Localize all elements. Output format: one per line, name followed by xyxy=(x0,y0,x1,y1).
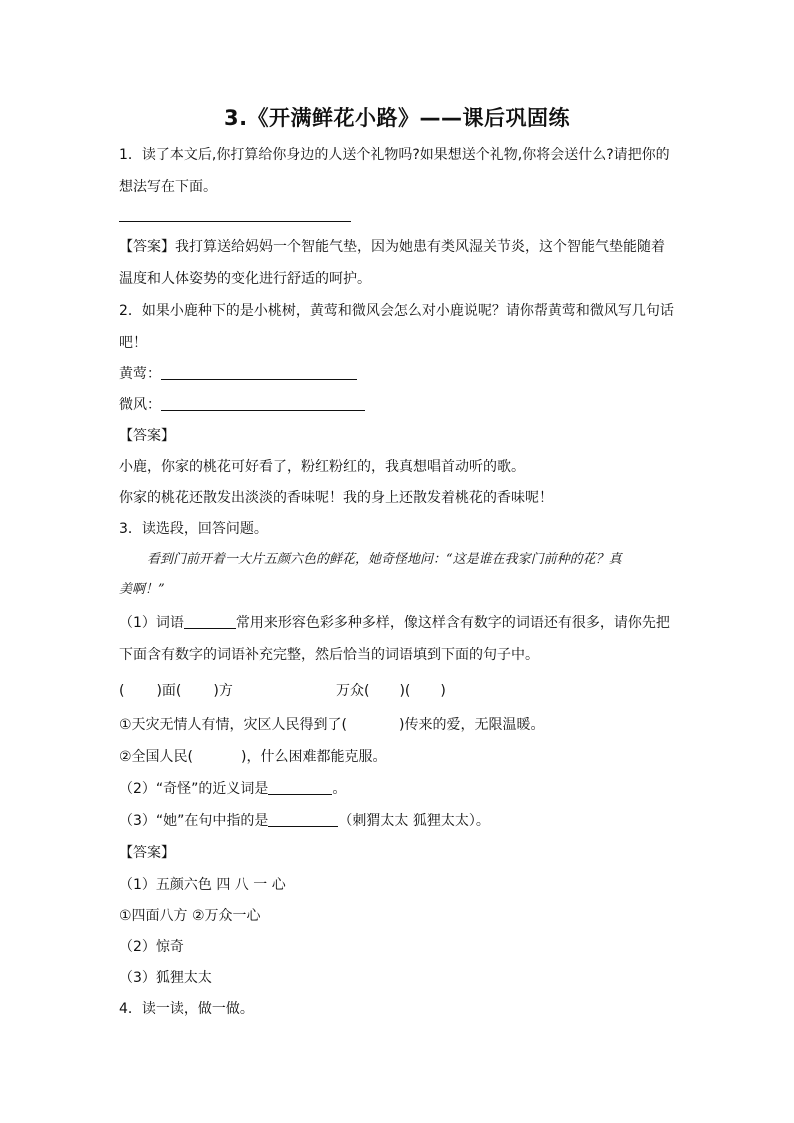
q3-sub1-text: 常用来形容色彩多种多样，像这样含有数字的词语还有很多，请你先把 xyxy=(235,615,670,631)
q3-passage-line1: 看到门前开着一大片五颜六色的鲜花，她奇怪地问：“这是谁在我家门前种的花？真 xyxy=(147,552,622,567)
q2-huangying-blank[interactable] xyxy=(161,365,357,380)
q3-answer-2: （2）惊奇 xyxy=(119,939,184,955)
q3-answer-1b: ①四面八方 ②万众一心 xyxy=(119,908,261,924)
q1-line1: 1．读了本文后,你打算给你身边的人送个礼物吗?如果想送个礼物,你将会送什么?请把你的 xyxy=(119,147,670,163)
q3-sentence1-b: )传来的爱，无限温暖。 xyxy=(399,717,545,733)
q2-answer-line1: 小鹿，你家的桃花可好看了，粉红粉红的，我真想唱首动听的歌。 xyxy=(119,459,525,475)
q1-line2: 想法写在下面。 xyxy=(119,179,217,195)
q3-sentence2-b: )，什么困难都能克服。 xyxy=(241,749,387,765)
q2-huangying-label: 黄莺： xyxy=(119,366,161,382)
q3-sentence2 xyxy=(119,748,386,766)
q2-answer-line2: 你家的桃花还散发出淡淡的香味呢！我的身上还散发着桃花的香味呢！ xyxy=(119,490,553,506)
q3-sentence1 xyxy=(119,716,544,734)
q2-weifeng-blank[interactable] xyxy=(161,396,365,411)
q3-sub2-suffix: 。 xyxy=(332,781,347,797)
q3-sub2-row xyxy=(119,780,346,798)
q3-fill-left-mid: )面( xyxy=(156,683,182,699)
q2-weifeng-row xyxy=(119,396,365,414)
q3-sentence1-a: ①天灾无情人有情，灾区人民得到了( xyxy=(119,717,348,733)
q3-fill-left-close: )方 xyxy=(213,683,233,699)
q3-sub3-row xyxy=(119,812,490,830)
q4-line1: 4．读一读，做一做。 xyxy=(119,1001,254,1017)
q1-answer-line xyxy=(119,221,351,222)
q3-sub3-prefix: （3）“她”在句中指的是 xyxy=(119,813,269,829)
q3-sub2-prefix: （2）“奇怪”的近义词是 xyxy=(119,781,269,797)
q2-huangying-row xyxy=(119,365,357,383)
q3-fill-right-close: ) xyxy=(440,683,446,699)
q3-answer-label: 【答案】 xyxy=(119,845,175,861)
q2-line1: 2．如果小鹿种下的是小桃树，黄莺和微风会怎么对小鹿说呢？请你帮黄莺和微风写几句话 xyxy=(119,303,674,319)
page-title: 3.《开满鲜花小路》——课后巩固练 xyxy=(223,106,571,130)
q3-fill-right-b: )( xyxy=(399,683,411,699)
q3-sub2-blank[interactable] xyxy=(268,780,332,795)
q3-answer-3: （3）狐狸太太 xyxy=(119,970,212,986)
q3-sub3-blank[interactable] xyxy=(268,812,338,827)
q3-answer-1: （1）五颜六色 四 八 一 心 xyxy=(119,877,286,893)
q3-fill-right-a: 万众( xyxy=(336,683,370,699)
q3-sub1-row xyxy=(119,614,670,632)
q2-line2: 吧！ xyxy=(119,335,147,351)
q1-answer-line1: 【答案】我打算送给妈妈一个智能气垫，因为她患有类风湿关节炎，这个智能气垫能随着 xyxy=(119,239,665,255)
q1-answer-line2: 温度和人体姿势的变化进行舒适的呵护。 xyxy=(119,271,371,287)
q3-sub1-prefix: （1）词语 xyxy=(119,615,184,631)
q3-fill-left xyxy=(119,682,233,700)
q3-sub3-suffix: （刺猬太太 狐狸太太）。 xyxy=(338,813,490,829)
q3-fill-right xyxy=(336,682,446,700)
q2-weifeng-label: 微风： xyxy=(119,397,161,413)
q3-sentence2-a: ②全国人民( xyxy=(119,749,194,765)
q3-line1: 3．读选段，回答问题。 xyxy=(119,521,268,537)
q3-fill-left-open: ( xyxy=(119,683,125,699)
q3-passage-line2: 美啊！” xyxy=(119,582,165,597)
q3-sub1-line2: 下面含有数字的词语补充完整，然后恰当的词语填到下面的句子中。 xyxy=(119,647,539,663)
q3-sub1-blank[interactable] xyxy=(184,614,236,629)
q2-answer-label: 【答案】 xyxy=(119,428,175,444)
